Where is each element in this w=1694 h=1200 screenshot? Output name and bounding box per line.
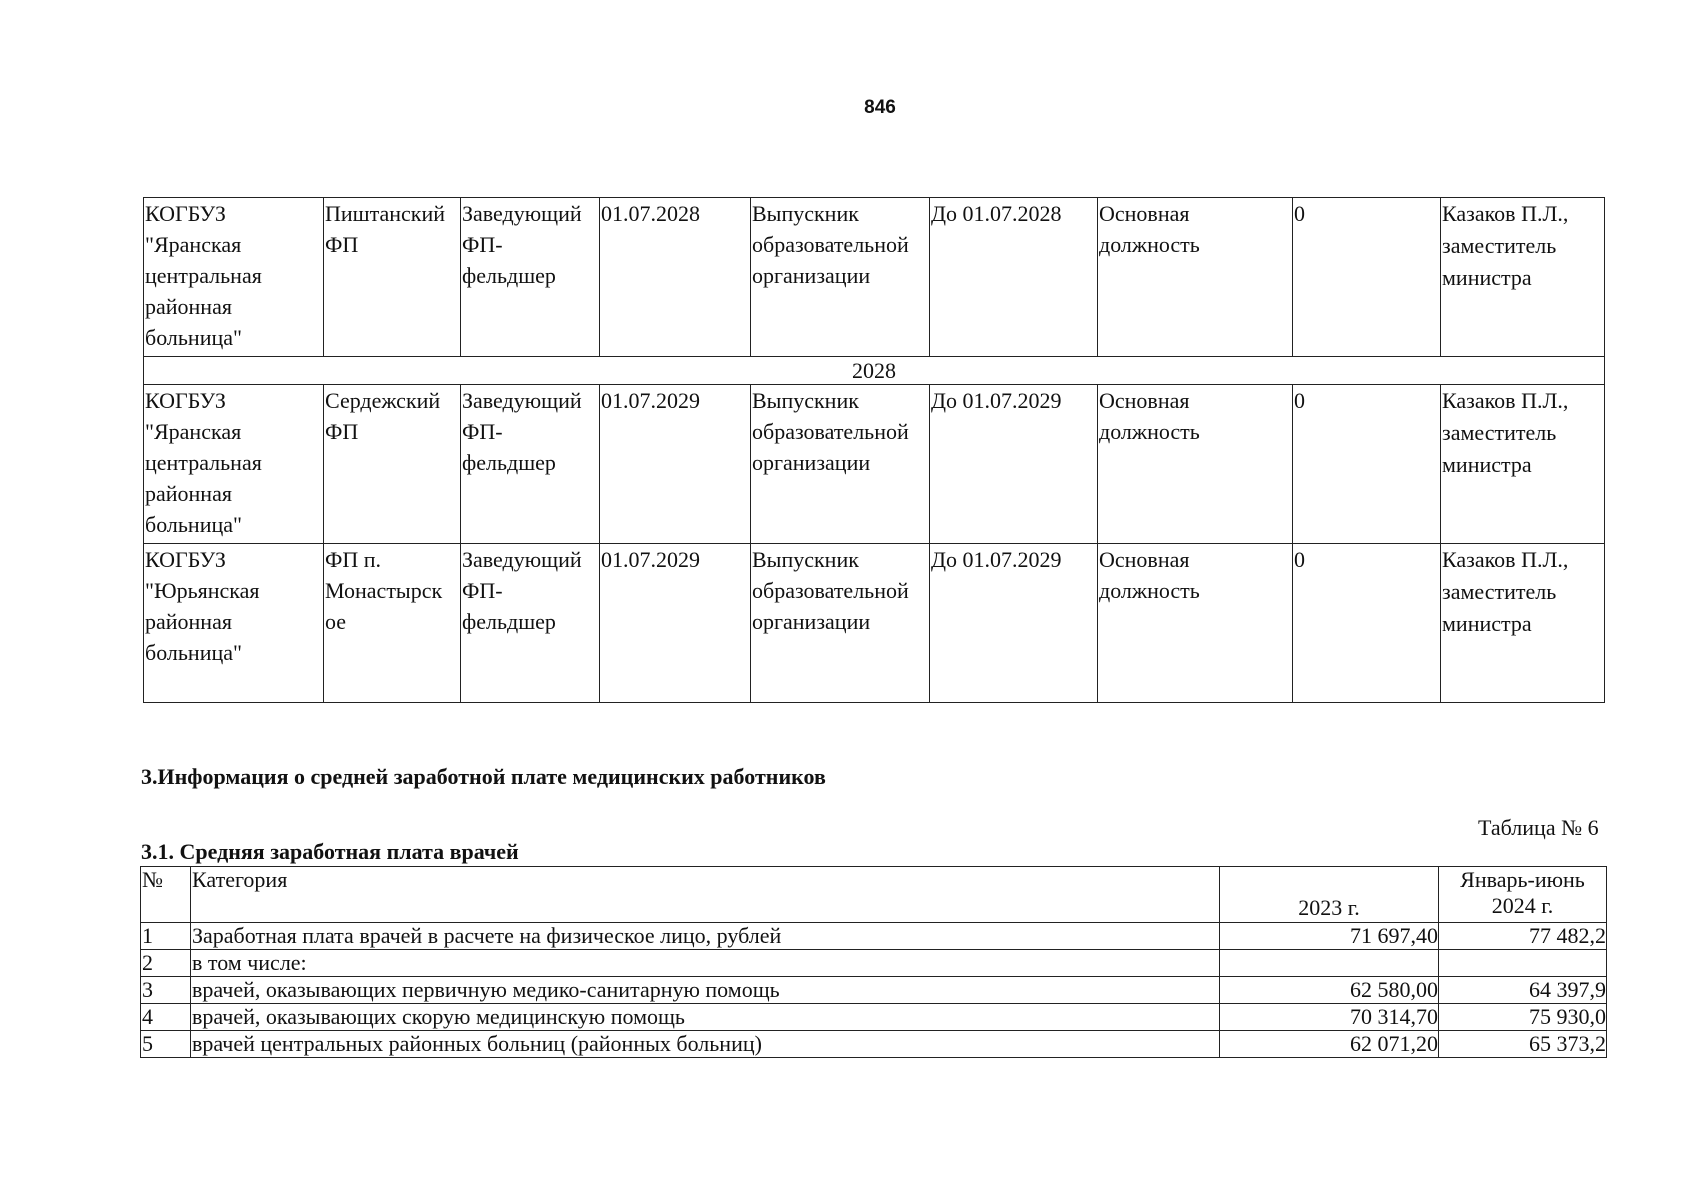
- cell-line: Основная: [1099, 547, 1190, 572]
- row-category: врачей, оказывающих первичную медико-санитарную помощь: [191, 977, 1220, 1004]
- cell-line: должность: [1099, 419, 1200, 444]
- salary-row: [141, 1004, 1607, 1031]
- value-2023: 62 071,20: [1220, 1031, 1439, 1058]
- cell-line: больница": [145, 640, 242, 665]
- row-category: Заработная плата врачей в расчете на физическое лицо, рублей: [191, 923, 1220, 950]
- source-cell: [751, 544, 930, 703]
- page-number: 846: [864, 97, 896, 118]
- cell-line: ФП-: [462, 232, 503, 257]
- organization-cell: [144, 198, 324, 357]
- cell-line: Казаков П.Л.,: [1442, 388, 1569, 413]
- value-2024: 65 373,2: [1439, 1031, 1607, 1058]
- date-cell: 01.07.2029: [600, 385, 751, 544]
- cell-line: министра: [1442, 452, 1532, 477]
- salary-header-row: [141, 867, 1607, 923]
- value-2024: [1439, 950, 1607, 977]
- cell-line: Выпускник: [752, 201, 859, 226]
- cell-line: Выпускник: [752, 547, 859, 572]
- cell-line: Монастырск: [325, 578, 443, 603]
- value-2023: 70 314,70: [1220, 1004, 1439, 1031]
- row-number: 3: [141, 977, 191, 1004]
- date-cell: 01.07.2029: [600, 544, 751, 703]
- organization-cell: [144, 385, 324, 544]
- value-2024: 77 482,2: [1439, 923, 1607, 950]
- value-2024: 75 930,0: [1439, 1004, 1607, 1031]
- salary-row: [141, 1031, 1607, 1058]
- salary-row: [141, 923, 1607, 950]
- cell-line: ФП: [325, 419, 359, 444]
- staffing-row: [144, 385, 1605, 544]
- cell-line: должность: [1099, 578, 1200, 603]
- year-separator-row: [144, 357, 1605, 385]
- cell-line: Основная: [1099, 201, 1190, 226]
- cell-line: районная: [145, 481, 232, 506]
- deadline-cell: До 01.07.2028: [930, 198, 1098, 357]
- cell-line: заместитель: [1442, 420, 1557, 445]
- cell-line: образовательной: [752, 419, 909, 444]
- cell-line: Заведующий: [462, 388, 582, 413]
- unit-cell: [324, 198, 461, 357]
- salary-table: [140, 866, 1607, 1058]
- salary-row: [141, 950, 1607, 977]
- header-2024-line2: 2024 г.: [1491, 893, 1554, 918]
- responsible-cell: [1441, 198, 1605, 357]
- source-cell: [751, 198, 930, 357]
- cell-line: Заведующий: [462, 201, 582, 226]
- cell-line: "Яранская: [145, 232, 242, 257]
- cell-line: образовательной: [752, 232, 909, 257]
- count-cell: 0: [1293, 544, 1441, 703]
- staffing-row: [144, 544, 1605, 703]
- count-cell: 0: [1293, 385, 1441, 544]
- position-cell: [461, 198, 600, 357]
- cell-line: министра: [1442, 611, 1532, 636]
- cell-line: Выпускник: [752, 388, 859, 413]
- row-category: врачей центральных районных больниц (районных больниц): [191, 1031, 1220, 1058]
- value-2023: 62 580,00: [1220, 977, 1439, 1004]
- cell-line: КОГБУЗ: [145, 201, 226, 226]
- cell-line: Казаков П.Л.,: [1442, 547, 1569, 572]
- header-2024: [1439, 867, 1607, 923]
- cell-line: районная: [145, 294, 232, 319]
- year-separator: 2028: [144, 357, 1605, 385]
- cell-line: организации: [752, 263, 871, 288]
- cell-line: ФП п.: [325, 547, 382, 572]
- cell-line: районная: [145, 609, 232, 634]
- cell-line: Заведующий: [462, 547, 582, 572]
- cell-line: "Юрьянская: [145, 578, 260, 603]
- staffing-table: [143, 197, 1605, 703]
- cell-line: "Яранская: [145, 419, 242, 444]
- row-number: 5: [141, 1031, 191, 1058]
- row-number: 4: [141, 1004, 191, 1031]
- section-title: 3.Информация о средней заработной плате медицинских работников: [141, 764, 826, 789]
- unit-cell: [324, 544, 461, 703]
- type-cell: [1098, 544, 1293, 703]
- row-number: 2: [141, 950, 191, 977]
- cell-line: фельдшер: [462, 609, 556, 634]
- type-cell: [1098, 385, 1293, 544]
- header-no: №: [141, 867, 191, 923]
- header-2023: [1220, 867, 1439, 923]
- cell-line: ФП-: [462, 578, 503, 603]
- cell-line: министра: [1442, 265, 1532, 290]
- row-number: 1: [141, 923, 191, 950]
- header-2024-line1: Январь-июнь: [1460, 867, 1585, 892]
- unit-cell: [324, 385, 461, 544]
- row-category: в том числе:: [191, 950, 1220, 977]
- cell-line: Казаков П.Л.,: [1442, 201, 1569, 226]
- cell-line: Сердежский: [325, 388, 441, 413]
- responsible-cell: [1441, 385, 1605, 544]
- deadline-cell: До 01.07.2029: [930, 544, 1098, 703]
- cell-line: заместитель: [1442, 579, 1557, 604]
- type-cell: [1098, 198, 1293, 357]
- cell-line: центральная: [145, 263, 262, 288]
- count-cell: 0: [1293, 198, 1441, 357]
- cell-line: ФП: [325, 232, 359, 257]
- cell-line: КОГБУЗ: [145, 388, 226, 413]
- date-cell: 01.07.2028: [600, 198, 751, 357]
- value-2023: 71 697,40: [1220, 923, 1439, 950]
- cell-line: Основная: [1099, 388, 1190, 413]
- cell-line: организации: [752, 609, 871, 634]
- header-category: Категория: [191, 867, 1220, 923]
- table-caption: Таблица № 6: [1478, 815, 1599, 840]
- staffing-row: [144, 198, 1605, 357]
- cell-line: больница": [145, 512, 242, 537]
- deadline-cell: До 01.07.2029: [930, 385, 1098, 544]
- header-2023-label: 2023 г.: [1298, 895, 1360, 920]
- organization-cell: [144, 544, 324, 703]
- cell-line: организации: [752, 450, 871, 475]
- cell-line: больница": [145, 325, 242, 350]
- cell-line: фельдшер: [462, 263, 556, 288]
- value-2024: 64 397,9: [1439, 977, 1607, 1004]
- cell-line: ое: [325, 609, 347, 634]
- cell-line: должность: [1099, 232, 1200, 257]
- salary-row: [141, 977, 1607, 1004]
- source-cell: [751, 385, 930, 544]
- cell-line: КОГБУЗ: [145, 547, 226, 572]
- cell-line: Пиштанский: [325, 201, 446, 226]
- cell-line: фельдшер: [462, 450, 556, 475]
- subsection-title: 3.1. Средняя заработная плата врачей: [141, 839, 519, 864]
- cell-line: ФП-: [462, 419, 503, 444]
- cell-line: образовательной: [752, 578, 909, 603]
- responsible-cell: [1441, 544, 1605, 703]
- position-cell: [461, 544, 600, 703]
- position-cell: [461, 385, 600, 544]
- cell-line: центральная: [145, 450, 262, 475]
- row-category: врачей, оказывающих скорую медицинскую помощь: [191, 1004, 1220, 1031]
- cell-line: заместитель: [1442, 233, 1557, 258]
- value-2023: [1220, 950, 1439, 977]
